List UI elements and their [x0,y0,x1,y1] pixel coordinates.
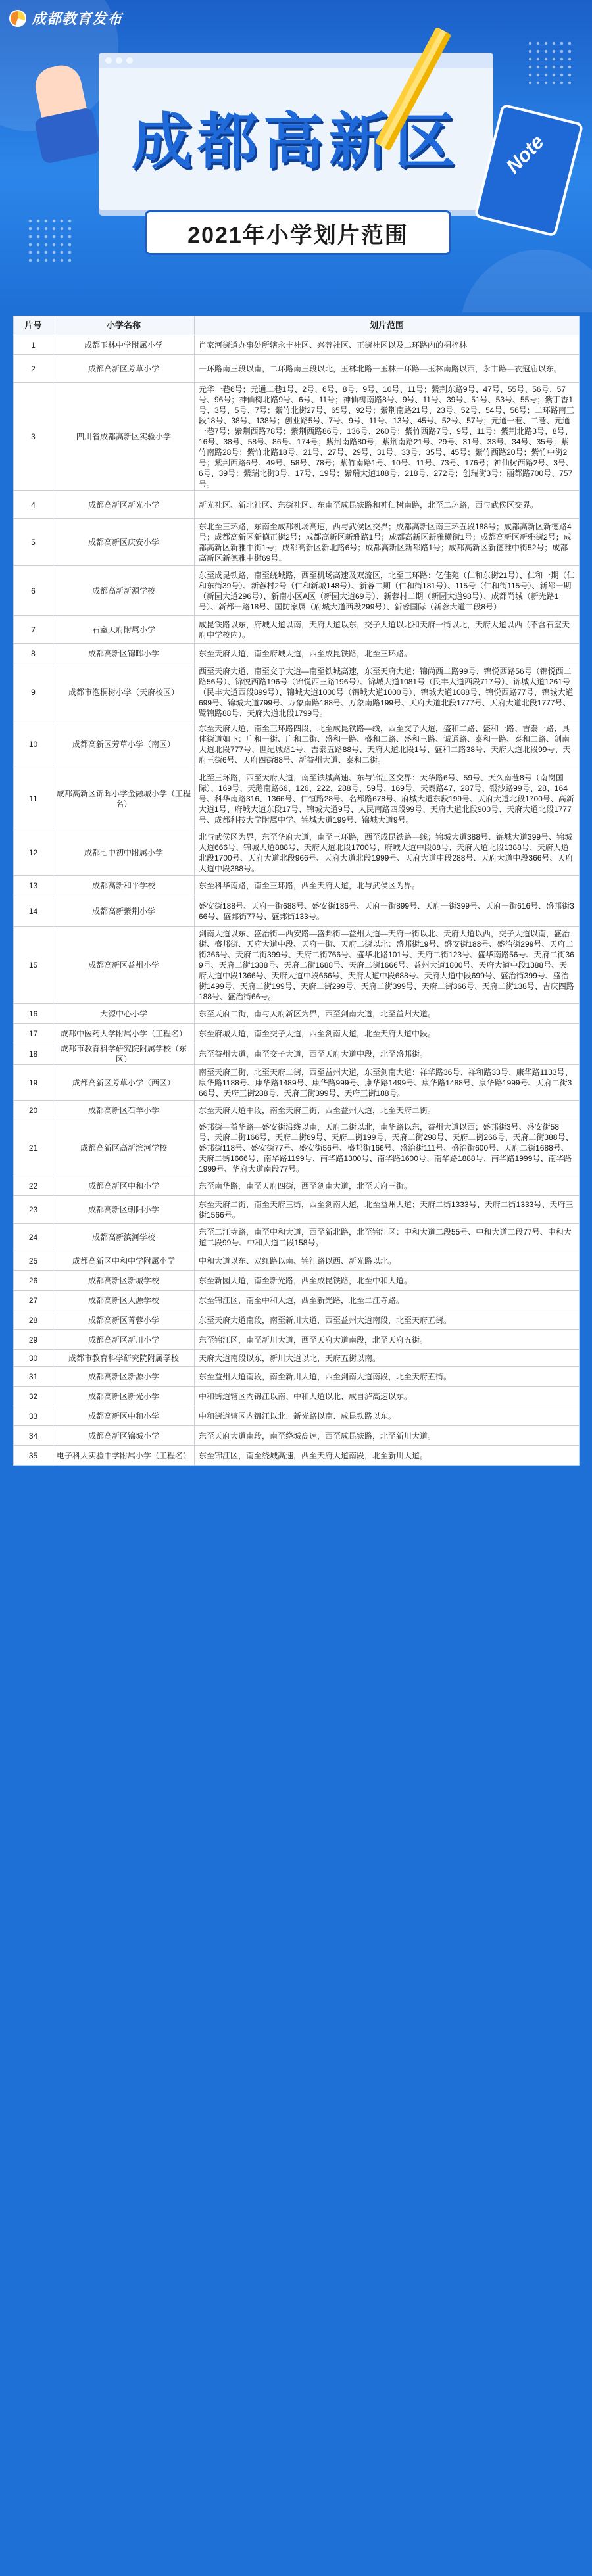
row-number: 23 [14,1196,53,1224]
zone-range: 新光社区、新北社区、东街社区、东南至成昆铁路和神仙树南路，北至二环路，西与武侯区交界。 [195,491,580,519]
table-row [14,1043,580,1065]
header-banner [0,0,592,312]
school-name: 成都高新区庆安小学 [53,519,195,566]
zone-range: 东至天府大道，南至府城大道，西至成昆铁路，北至三环路。 [195,644,580,663]
table-row [14,1176,580,1196]
row-number: 29 [14,1330,53,1350]
row-number: 20 [14,1101,53,1120]
school-name: 成都市泡桐树小学（天府校区） [53,663,195,721]
row-number: 5 [14,519,53,566]
school-name: 成都高新区新光小学 [53,491,195,519]
row-number: 27 [14,1291,53,1310]
school-name: 成都高新区朝阳小学 [53,1196,195,1224]
row-number: 7 [14,616,53,644]
zone-range: 盛邦街—益华路—盛安街沿线以南，天府二街以北，南华路以东，益州大道以西；盛邦街3号、盛安街58号、天府二街166号、天府二街69号、天府二街199号、天府二街298号、天府二街266号、天府二街388号、盛邦街118号、盛安街77号、盛安街56号、盛邦街166号、盛治街111号、盛治街600号、天府二街1688号、天府二街1666号、南华路1199号、南华路1300号、南华路1600号、南华路1888号、南华路1999号、南华路1999号、华府大道南段77号。 [195,1120,580,1176]
decor-dots [526,39,572,85]
zone-range: 东至锦江区，南至绕城高速，西至天府大道南段，北至新川大道。 [195,1446,580,1466]
row-number: 8 [14,644,53,663]
page-subtitle: 2021年小学划片范围 [187,222,408,248]
zone-range: 东至府城大道，南至交子大道，西至剑南大道，北至天府大道中段。 [195,1024,580,1043]
table-row [14,1406,580,1426]
zone-range: 盛安街188号、天府一街688号、盛安街186号、天府一街899号、天府一街399号、天府一街616号、盛邦街366号、盛邦街77号、盛邦街133号。 [195,895,580,927]
table-row [14,895,580,927]
school-name: 成都高新和平学校 [53,876,195,895]
table-row [14,1271,580,1291]
row-number: 24 [14,1224,53,1251]
title-board [99,53,493,210]
school-name: 成都七中初中附属小学 [53,830,195,876]
table-row [14,876,580,895]
school-name: 成都高新区中和小学 [53,1406,195,1426]
zone-range: 东至成昆铁路，南至绕城路，西至机场高速及双流区，北至三环路：亿佳苑（仁和东街21号）、仁和一期（仁和东街39号）、新蓉村2号（仁和新城148号）、新蓉二期（仁和街181号）、115号（仁和街115号）、新都一期（新园大道296号）、新南小区A区（新园大道69号）、新蓉村二期（新园大道98号）、成都尚城（新光路1号）、新都一路18号、国防家属（府城大道西段299号）、新蓉国际（新蓉大道二段8号） [195,566,580,616]
zone-range: 天府大道南段以东，新川大道以北，天府五街以南。 [195,1350,580,1367]
school-name: 成都高新区石羊小学 [53,1101,195,1120]
row-number: 35 [14,1446,53,1466]
board-dot-icon [116,57,122,64]
school-name: 成都高新区新光小学 [53,1387,195,1406]
column-header-range: 划片范围 [195,316,580,335]
row-number: 3 [14,383,53,491]
table-row [14,1446,580,1466]
school-name: 成都高新区高新滨河学校 [53,1120,195,1176]
row-number: 33 [14,1406,53,1426]
zone-range: 东至天府二街，南与天府新区为界，西至剑南大道，北至益州大道。 [195,1004,580,1024]
row-number: 4 [14,491,53,519]
school-name: 成都高新区芳草小学（南区） [53,721,195,767]
zone-range: 成昆铁路以东，府城大道以南，天府大道以东，交子大道以北和天府一街以北，天府大道以西（不含石室天府中学校内）。 [195,616,580,644]
row-number: 30 [14,1350,53,1367]
zone-range: 西至天府大道，南至交子大道—南至铁城高速，东至天府大道；锦尚西二路99号、锦悦西路56号（锦悦西二路56号）、锦悦西路196号（锦悦西三路196号）、锦城大道1081号（民丰大道西段717号）、锦城大道1261号（民丰大道西段899号）、锦城大道1000号（锦城大道1000号）、锦城大道1088号、锦悦西路77号、锦城大道699号、锦城大道799号、万象南路188号、万象南路199号、天府大道北段1777号、天府大道北段1777号、鹭锦路88号、天府大道北段1799号。 [195,663,580,721]
school-name: 成都高新区菁蓉小学 [53,1310,195,1330]
zone-range: 一环路南三段以南，二环路南三段以北，玉林北路一玉林一环路—玉林南路以西，永丰路—衣冠庙以东。 [195,355,580,383]
table-row [14,721,580,767]
table-row [14,335,580,355]
row-number: 25 [14,1251,53,1271]
table-row [14,1291,580,1310]
table-header-row [14,316,580,335]
table-row [14,1196,580,1224]
row-number: 1 [14,335,53,355]
table-row [14,566,580,616]
row-number: 10 [14,721,53,767]
school-name: 成都高新区芳草小学（西区） [53,1065,195,1101]
zone-range: 中和大道以东、双红路以南、锦江路以西、新光路以北。 [195,1251,580,1271]
row-number: 12 [14,830,53,876]
zone-range: 东至锦江区，南至中和大道，西至新光路，北至二江寺路。 [195,1291,580,1310]
school-name: 成都高新区锦城小学 [53,1426,195,1446]
table-row [14,616,580,644]
zone-range: 东至天府大道南段，南至绕城高速，西至成昆铁路，北至新川大道。 [195,1426,580,1446]
row-number: 15 [14,927,53,1004]
row-number: 2 [14,355,53,383]
zone-range: 肖家河街道办事处所辖永丰社区、兴蓉社区、正街社区以及二环路内的桐梓林 [195,335,580,355]
row-number: 31 [14,1367,53,1387]
table-row [14,519,580,566]
table-row [14,1350,580,1367]
school-name: 成都高新区新川小学 [53,1330,195,1350]
school-name: 大源中心小学 [53,1004,195,1024]
zone-range: 东至锦江区，南至新川大道，西至天府大道南段，北至天府五街。 [195,1330,580,1350]
row-number: 26 [14,1271,53,1291]
school-name: 电子科大实验中学附属小学（工程名） [53,1446,195,1466]
table-row [14,1330,580,1350]
decor-circle [460,250,592,312]
zone-range: 剑南大道以东、盛治街—西安路—盛邦街—益州大道—天府一街以北、天府大道以西，交子大道以南，盛治街、盛邦街、天府大道中段、天府一街、天府二街以北：盛邦街19号、盛安街188号、盛治街299号、天府二街366号、天府二街399号、天府二街766号、盛华北路101号、天府二街123号、盛华南路56号、天府二街369号、天府二街1388号、天府二街1688号、天府二街1666号、益州大道1800号、天府大道中段1388号、天府大道中段1366号、天府大道中段666号、天府大道中段688号、天府大道中段699号、盛治街399号、盛治街1499号、天府二街199号、天府二街299号、天府二街399号、天府二街366号、天府二街138号、吉庆四路188号、盛治街66号。 [195,927,580,1004]
school-name: 成都高新区大源学校 [53,1291,195,1310]
school-name: 成都高新区新城学校 [53,1271,195,1291]
row-number: 9 [14,663,53,721]
school-name: 成都高新区芳草小学 [53,355,195,383]
row-number: 21 [14,1120,53,1176]
brand [9,8,122,28]
school-name: 成都高新区中和中学附属小学 [53,1251,195,1271]
notebook-label: Note [502,131,549,178]
subtitle-banner [145,210,451,255]
zone-range: 东至益州大道南段，南至新川大道，西至剑南大道南段，北至天府五街。 [195,1367,580,1387]
table-row [14,1065,580,1101]
table-row [14,1120,580,1176]
school-name: 成都中医药大学附属小学（工程名） [53,1024,195,1043]
table-row [14,355,580,383]
table-row [14,663,580,721]
zone-range: 东至天府大道，南至三环路四段，北至成昆铁路—线，西至交子大道，盛和二路、盛和一路、吉泰一路、具体街道如下：广和一街、广和二街、盛和一路、盛和二路、盛和三路、诚通路、泰和一路、泰和二路、剑南大道北段777号、世纪城路1号、吉泰五路88号、天府大道北段1号、盛和二路38号、天府大道北段99号、天府三街6号、天府四街88号、新益州大道、泰和二街。 [195,721,580,767]
school-name: 成都高新新源学校 [53,566,195,616]
table-row [14,644,580,663]
zone-range: 东至新园大道，南至新光路，西至成昆铁路，北至中和大道。 [195,1271,580,1291]
school-name: 成都高新区中和小学 [53,1176,195,1196]
school-name: 成都高新滨河学校 [53,1224,195,1251]
zone-range: 元华一巷6号；元通二巷1号、2号、6号、8号、9号、10号、11号；紫荆东路9号、47号、55号、56号、57号、96号；神仙树北路9号、6号、11号；神仙树南路8号、9号、11号、39号、51号、53号、55号；紫丁香1号、3号、5号、7号；紫竹北街27号、65号、92号；紫荆南路21号、23号、52号、54号、56号；二环路南三段18号、38号、138号；创业路5号、7号、9号、11号、13号、45号、52号、57号；元通一巷、二巷、元通一巷7号；紫荆西路78号；紫荆西路86号、136号、260号；紫竹西路7号、9号、11号；紫荆北路3号、8号、16号、38号、58号、86号、174号；紫荆南路80号；紫荆南路21号、29号、31号、33号、34号、35号；紫竹南路28号；紫竹北路18号、21号、27号、29号、31号、33号、35号、45号；紫竹西路20号；紫竹中街2号；紫荆西路6号、49号、58号、78号；紫竹南路1号、10号、11号、73号、176号；神仙树西路2号、3号、6号、39号；紫瑞北街3号、17号、19号；紫瑞大道188号、218号、272号；创瑞街3号；丽都路700号、757号。 [195,383,580,491]
zone-range: 中和街道辖区内锦江以南、中和大道以北、成自泸高速以东。 [195,1387,580,1406]
zone-range: 东至益州大道，南至交子大道，西至天府大道中段，北至盛邦街。 [195,1043,580,1065]
school-name: 成都高新紫荆小学 [53,895,195,927]
school-name: 成都市教育科学研究院附属学校（东区） [53,1043,195,1065]
row-number: 32 [14,1387,53,1406]
zone-range: 中和街道辖区内锦江以北、新光路以南、成昆铁路以东。 [195,1406,580,1426]
row-number: 11 [14,767,53,830]
school-name: 成都高新区锦晖小学金融城小学（工程名） [53,767,195,830]
school-name: 石室天府附属小学 [53,616,195,644]
table-row [14,830,580,876]
page-title: 成都高新区 [131,108,460,176]
table-row [14,1101,580,1120]
table-row [14,1004,580,1024]
row-number: 17 [14,1024,53,1043]
row-number: 13 [14,876,53,895]
zone-range: 东至科华南路，南至三环路，西至天府大道，北与武侯区为界。 [195,876,580,895]
table-row [14,1251,580,1271]
table-row [14,383,580,491]
zone-range: 东至天府大道中段，南至天府三街，西至益州大道，北至天府二街。 [195,1101,580,1120]
column-header-number: 片号 [14,316,53,335]
school-name: 成都高新区新源小学 [53,1367,195,1387]
board-dot-icon [105,57,112,64]
table-row [14,1024,580,1043]
school-name: 成都高新区锦晖小学 [53,644,195,663]
zone-table [13,316,580,1466]
brand-name: 成都教育发布 [32,11,123,27]
table-row [14,1310,580,1330]
row-number: 28 [14,1310,53,1330]
school-name: 成都高新区益州小学 [53,927,195,1004]
row-number: 22 [14,1176,53,1196]
school-name: 成都玉林中学附属小学 [53,335,195,355]
school-name: 成都市教育科学研究院附属学校 [53,1350,195,1367]
zone-range: 东至天府二街，南至天府三街，西至剑南大道，北至益州大道；天府二街1333号、天府二街1333号、天府三街1566号。 [195,1196,580,1224]
table-row [14,767,580,830]
brand-logo-icon [9,10,26,27]
zone-range: 东北至三环路，东南至成都机场高速，西与武侯区交界；成都高新区南三环五段188号；成都高新区新德路4号；成都高新区新德正街2号；成都高新区新雅路1号；成都高新区新雅横街1号；成都高新区新雅街2号；成都高新区新雅中街1号；成都高新区新北路6号；成都高新区新都路1号；成都高新区新德雅中街52号；成都高新区新德雅中街69号。 [195,519,580,566]
row-number: 34 [14,1426,53,1446]
table-row [14,491,580,519]
row-number: 6 [14,566,53,616]
decor-dots [26,217,72,263]
zone-table-container [13,316,579,1466]
zone-range: 东至二江寺路，南至中和大道，西至新北路，北至锦江区：中和大道二段55号、中和大道二段77号、中和大道二段99号、中和大道二段158号。 [195,1224,580,1251]
zone-range: 南至天府三街，北至天府二街，西至益州大道，东至剑南大道：祥华路36号、祥和路33号、康华路1133号、康华路1188号、康华路1489号、康华路999号、康华路1499号、康华路1488号、康华路1999号、天府二街366号、天府三街288号、天府三街399号、天府三街188号。 [195,1065,580,1101]
zone-range: 北至三环路，西至天府大道，南至铁城高速、东与锦江区交界：天华路6号、59号、天久南巷8号（南岗国际）、169号、天鹅南路66、126、222、288号、59号、169号、天泰路47、287号、银沙路99号、28、164号、科华南路316、1366号、仁恒路28号、名都路678号、府城大道东段199号、天府大道北段1700号、高新大道1号、府城大道东段17号、锦城大道9号、人民南路四段99号、天府大道北段900号、天府大道北段1777号、成都科技大学附属中学、锦城大道199号、锦城大道9号。 [195,767,580,830]
zone-range: 东至南华路，南至天府四街，西至剑南大道，北至天府三街。 [195,1176,580,1196]
row-number: 16 [14,1004,53,1024]
row-number: 14 [14,895,53,927]
school-name: 四川省成都高新区实验小学 [53,383,195,491]
zone-range: 东至天府大道南段，南至新川大道，西至益州大道南段，北至天府五街。 [195,1310,580,1330]
zone-range: 北与武侯区为界，东至华府大道，南至三环路，西至成昆铁路—线；锦城大道388号、锦城大道399号、锦城大道666号、锦城大道888号、天府大道北段1700号、府城大道中段88号、天府大道北段1388号、天府大道北段1700号、天府大道北段966号、天府大道北段1999号、天府大道中段288号、天府大道中段366号、天府大道中段388号。 [195,830,580,876]
table-row [14,1426,580,1446]
table-row [14,927,580,1004]
column-header-school: 小学名称 [53,316,195,335]
board-dot-icon [126,57,133,64]
table-row [14,1387,580,1406]
zone-table-body [14,335,580,1466]
table-row [14,1224,580,1251]
row-number: 19 [14,1065,53,1101]
row-number: 18 [14,1043,53,1065]
table-row [14,1367,580,1387]
